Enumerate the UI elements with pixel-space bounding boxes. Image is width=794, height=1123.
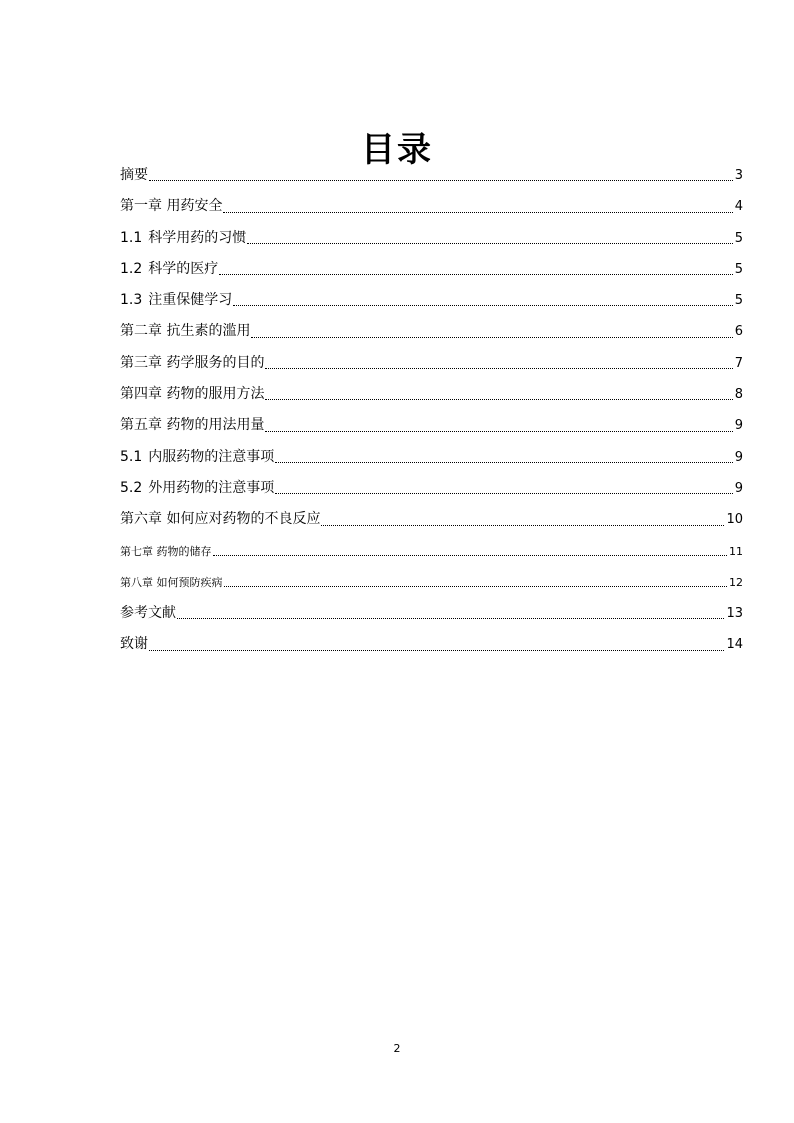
toc-entry-page: 7 [734, 355, 743, 371]
toc-dot-leader [223, 211, 732, 213]
toc-entry-page: 8 [734, 387, 743, 403]
toc-entry-section-1-1[interactable] [120, 223, 743, 254]
toc-entry-page: 4 [734, 199, 743, 215]
toc-entry-label: 第一章 用药安全 [120, 198, 223, 215]
toc-entry-chapter-4[interactable] [120, 379, 743, 410]
toc-dot-leader [149, 649, 724, 651]
toc-entry-page: 3 [734, 168, 743, 183]
toc-entry-chapter-8[interactable] [120, 567, 743, 598]
toc-dot-leader [275, 492, 732, 494]
toc-section-number: 5.1 [120, 448, 143, 465]
toc-dot-leader [177, 617, 724, 619]
toc-entry-label: 第七章 药物的储存 [120, 544, 212, 558]
toc-entry-section-1-3[interactable] [120, 285, 743, 316]
toc-entry-page: 10 [726, 512, 743, 528]
toc-entry-label: 致谢 [120, 636, 148, 653]
toc-dot-leader [233, 304, 732, 306]
toc-entry-section-5-2[interactable] [120, 473, 743, 504]
toc-entry-label: 第三章 药学服务的目的 [120, 354, 265, 371]
toc-entry-label: 第五章 药物的用法用量 [120, 417, 265, 434]
toc-dot-leader [321, 524, 724, 526]
toc-entry-chapter-1[interactable] [120, 191, 743, 222]
toc-entry-section-1-2[interactable] [120, 254, 743, 285]
toc-entry-abstract[interactable] [120, 160, 743, 191]
toc-entry-label: 摘要 [120, 167, 148, 183]
toc-dot-leader [265, 430, 732, 432]
toc-dot-leader [219, 273, 732, 275]
toc-entry-page: 11 [729, 544, 743, 558]
toc-entry-chapter-5[interactable] [120, 410, 743, 441]
toc-section-number: 1.3 [120, 292, 143, 309]
toc-entry-chapter-3[interactable] [120, 348, 743, 379]
toc-dot-leader [251, 336, 732, 338]
toc-entry-page: 5 [734, 261, 743, 277]
page-title: 目录 [361, 129, 433, 170]
footer-page-number: 2 [393, 1042, 401, 1055]
toc-dot-leader [265, 398, 732, 400]
toc-entry-label: 注重保健学习 [148, 292, 233, 309]
toc-entry-label: 科学的医疗 [148, 260, 219, 277]
toc-entry-label: 参考文献 [120, 605, 176, 622]
toc-entry-chapter-7[interactable] [120, 536, 743, 567]
toc-entry-page: 5 [734, 293, 743, 309]
toc-entry-chapter-2[interactable] [120, 316, 743, 347]
toc-entry-page: 5 [734, 230, 743, 246]
toc-dot-leader [149, 179, 733, 181]
toc-entry-label: 第二章 抗生素的滥用 [120, 323, 251, 340]
toc-entry-section-5-1[interactable] [120, 442, 743, 473]
toc-entry-page: 12 [729, 575, 743, 589]
toc-dot-leader [275, 461, 732, 463]
toc-entry-label: 第八章 如何预防疾病 [120, 575, 223, 589]
toc-entry-page: 9 [734, 449, 743, 465]
toc-entry-references[interactable] [120, 598, 743, 629]
toc-dot-leader [213, 554, 728, 556]
toc-section-number: 1.1 [120, 229, 143, 246]
toc-section-number: 5.2 [120, 479, 143, 496]
toc-entry-label: 外用药物的注意事项 [148, 479, 275, 496]
toc-entry-page: 14 [726, 637, 743, 653]
toc-dot-leader [247, 242, 732, 244]
toc-section-number: 1.2 [120, 260, 143, 277]
toc-entry-page: 9 [734, 418, 743, 434]
toc-dot-leader [224, 585, 728, 587]
table-of-contents [120, 160, 743, 661]
toc-entry-acknowledgements[interactable] [120, 629, 743, 660]
toc-entry-page: 13 [726, 606, 743, 622]
toc-entry-label: 第四章 药物的服用方法 [120, 386, 265, 403]
toc-dot-leader [265, 367, 732, 369]
toc-entry-label: 第六章 如何应对药物的不良反应 [120, 511, 321, 528]
toc-entry-chapter-6[interactable] [120, 504, 743, 535]
toc-entry-page: 6 [734, 324, 743, 340]
toc-entry-page: 9 [734, 480, 743, 496]
toc-entry-label: 科学用药的习惯 [148, 229, 247, 246]
toc-entry-label: 内服药物的注意事项 [148, 448, 275, 465]
